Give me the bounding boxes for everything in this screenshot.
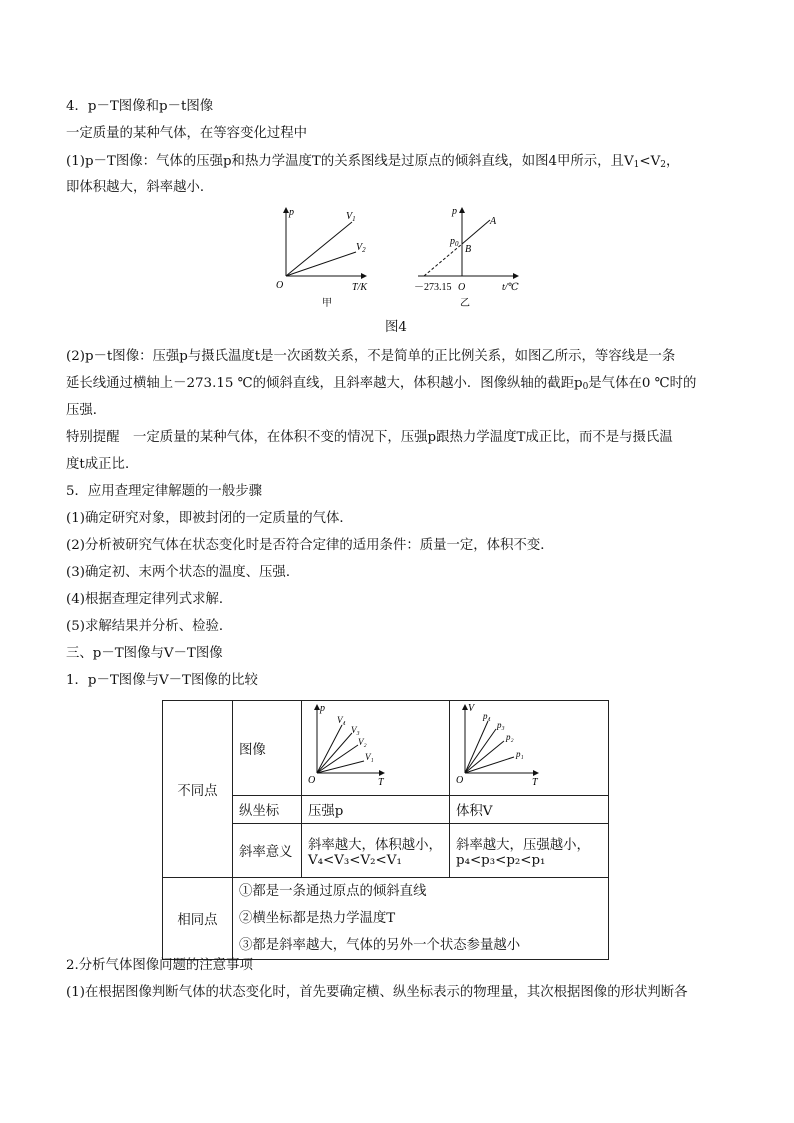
section5-heading: 5．应用查理定律解题的一般步骤: [66, 484, 262, 499]
pT-slope-meaning: 斜率越大，体积越小， V₄<V₃<V₂<V₁: [302, 824, 450, 878]
row-axis-label: 纵坐标: [233, 796, 302, 824]
VT-line-p1: [465, 757, 514, 773]
yi-tc-label: t/℃: [502, 282, 519, 293]
svg-text:p₃: p₃: [497, 720, 505, 730]
jia-v1-label: $V_1$: [346, 211, 356, 223]
svg-text:V₁: V₁: [365, 752, 374, 762]
figure-jia: [272, 204, 384, 312]
svg-text:p₁: p₁: [516, 749, 524, 759]
svg-text:V: V: [468, 703, 475, 714]
VT-axis-value: 体积V: [450, 796, 609, 824]
jia-line-v2: [286, 252, 356, 276]
p-t-paragraph-line3: 压强．: [66, 403, 107, 418]
svg-text:V₄: V₄: [337, 715, 346, 725]
p-t-paragraph-line1: (2)p－t图像：压强p与摄氏温度t是一次函数关系，不是简单的正比例关系，如图乙所示，等容线是一条: [66, 349, 676, 364]
same-item: ③都是斜率越大，气体的另外一个状态参量越小: [239, 938, 521, 953]
yi-neg-label: －273.15: [414, 282, 452, 293]
jia-origin-label: O: [276, 280, 284, 291]
yi-isochore-line: [462, 220, 490, 244]
svg-text:p₂: p₂: [506, 732, 514, 742]
same-label: 相同点: [163, 878, 233, 960]
svg-text:p₄: p₄: [483, 711, 491, 721]
svg-text:O: O: [456, 775, 464, 786]
yi-p-label: p: [452, 206, 457, 217]
step-1: (1)确定研究对象，即被封闭的一定质量的气体．: [66, 511, 353, 526]
same-item: ②横坐标都是热力学温度T: [239, 911, 396, 926]
figure-caption: 图4: [385, 320, 407, 335]
yi-b-label: B: [465, 244, 472, 255]
jia-tk-label: T/K: [352, 282, 368, 293]
svg-text:O: O: [308, 775, 316, 786]
comparison-table: [162, 700, 609, 960]
row-graph-label: 图像: [233, 701, 302, 796]
section4-heading: 4．p－T图像和p－t图像: [66, 99, 214, 114]
svg-text:T: T: [378, 777, 384, 788]
step-4: (4)根据查理定律列式求解．: [66, 592, 233, 607]
p-T-paragraph-line1: (1)p－T图像：气体的压强p和热力学温度T的关系图线是过原点的倾斜直线，如图4甲所示，且$V_1<V_2$，: [66, 154, 680, 170]
svg-text:p: p: [320, 703, 325, 714]
svg-text:V₃: V₃: [351, 725, 360, 735]
jia-p-label: p: [289, 207, 294, 218]
step-3: (3)确定初、末两个状态的温度、压强．: [66, 565, 300, 580]
yi-dashed-extension: [424, 244, 462, 276]
VT-slope-meaning: 斜率越大，压强越小， p₄<p₃<p₂<p₁: [450, 824, 609, 878]
jia-line-v1: [286, 222, 352, 276]
yi-p0-text: $p_0$: [450, 236, 459, 248]
section3-heading: 三、p－T图像与V－T图像: [66, 646, 223, 661]
step-5: (5)求解结果并分析、检验．: [66, 619, 233, 634]
section3-sub2-line1: (1)在根据图像判断气体的状态变化时，首先要确定横、纵坐标表示的物理量，其次根据图像的形状判断各: [66, 985, 688, 1000]
jia-v2-label: $V_2$: [356, 242, 366, 254]
VT-graph: [450, 701, 608, 791]
yi-caption: 乙: [460, 298, 470, 309]
jia-caption: 甲: [322, 298, 332, 309]
tip-line2: 度t成正比．: [66, 457, 139, 472]
pT-graph: [302, 701, 449, 791]
svg-text:T: T: [532, 777, 538, 788]
section3-sub1: 1．p－T图像与V－T图像的比较: [66, 673, 258, 688]
p-T-paragraph-line2: 即体积越大，斜率越小．: [66, 180, 214, 195]
row-slope-label: 斜率意义: [233, 824, 302, 878]
pT-graph-cell: [302, 701, 450, 796]
section4-intro: 一定质量的某种气体，在等容变化过程中: [66, 126, 308, 141]
tip-line1: 特别提醒 一定质量的某种气体，在体积不变的情况下，压强p跟热力学温度T成正比，而不是与摄氏温: [66, 430, 673, 445]
VT-line-p4: [465, 721, 488, 773]
VT-graph-cell: [450, 701, 609, 796]
step-2: (2)分析被研究气体在状态变化时是否符合定律的适用条件：质量一定，体积不变．: [66, 538, 554, 553]
p-t-paragraph-line2: 延长线通过横轴上－273.15 ℃的倾斜直线，且斜率越大，体积越小．图像纵轴的截距$p_0$是气体在0 ℃时的: [66, 376, 697, 392]
diff-label: 不同点: [163, 701, 233, 878]
figure-yi: [412, 204, 524, 312]
pT-line-v1: [317, 761, 364, 773]
yi-origin-label: O: [458, 282, 466, 293]
pT-axis-value: 压强p: [302, 796, 450, 824]
section3-sub2: 2.分析气体图像问题的注意事项: [66, 958, 253, 973]
svg-text:V₂: V₂: [358, 737, 367, 747]
same-points: [233, 878, 609, 960]
same-item: ①都是一条通过原点的倾斜直线: [239, 884, 427, 899]
yi-a-label: A: [490, 216, 497, 227]
